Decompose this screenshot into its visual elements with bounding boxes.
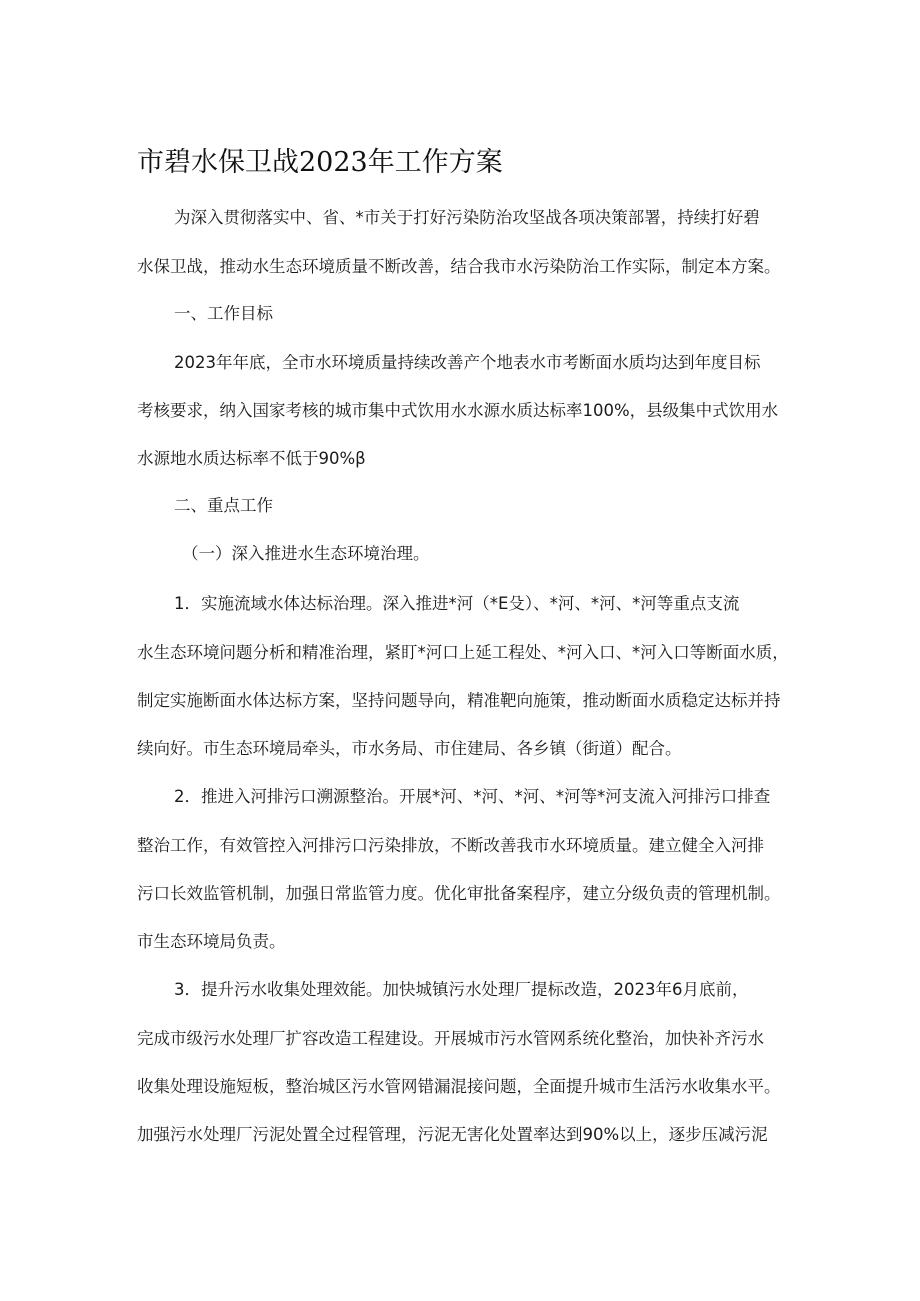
paragraph-line: 污口长效监管机制，加强日常监管力度。优化审批备案程序，建立分级负责的管理机制。 [137, 884, 781, 903]
paragraph-line: 2．推进入河排污口溯源整治。开展*河、*河、*河、*河等*河支流入河排污口排查 [174, 787, 771, 806]
paragraph-line: 完成市级污水处理厂扩容改造工程建设。开展城市污水管网系统化整治，加快补齐污水 [137, 1029, 764, 1048]
document-title: 市碧水保卫战2023年工作方案 [137, 147, 503, 178]
paragraph-line: 收集处理设施短板，整治城区污水管网错漏混接问题，全面提升城市生活污水收集水平。 [137, 1077, 781, 1096]
paragraph-line: 3．提升污水收集处理效能。加快城镇污水处理厂提标改造，2023年6月底前， [174, 980, 749, 999]
paragraph-line: 整治工作，有效管控入河排污口污染排放，不断改善我市水环境质量。建立健全入河排 [137, 836, 764, 855]
paragraph-line: 水源地水质达标率不低于90%β [137, 449, 366, 468]
paragraph-line: 续向好。市生态环境局牵头，市水务局、市住建局、各乡镇（街道）配合。 [137, 739, 682, 758]
paragraph-line: 制定实施断面水体达标方案，坚持问题导向，精准靶向施策，推动断面水质稳定达标并持 [137, 691, 781, 710]
paragraph-line: 市生态环境局负责。 [137, 932, 286, 951]
subsection-heading: （一）深入推进水生态环境治理。 [182, 544, 430, 563]
paragraph-line: 1．实施流域水体达标治理。深入推进*河（*E殳）、*河、*河、*河等重点支流 [174, 594, 740, 613]
paragraph-line: 水保卫战，推动水生态环境质量不断改善，结合我市水污染防治工作实际，制定本方案。 [137, 257, 781, 276]
paragraph-line: 加强污水处理厂污泥处置全过程管理，污泥无害化处置率达到90%以上，逐步压减污泥 [137, 1125, 768, 1144]
paragraph-line: 为深入贯彻落实中、省、*市关于打好污染防治攻坚战各项决策部署，持续打好碧 [174, 208, 760, 227]
paragraph-line: 考核要求，纳入国家考核的城市集中式饮用水水源水质达标率100%，县级集中式饮用水 [137, 401, 779, 420]
section-heading-key-work: 二、重点工作 [174, 496, 273, 515]
section-heading-goals: 一、工作目标 [174, 304, 273, 323]
paragraph-line: 2023年年底，全市水环境质量持续改善产个地表水市考断面水质均达到年度目标 [174, 353, 761, 372]
paragraph-line: 水生态环境问题分析和精准治理，紧盯*河口上延工程处、*河入口、*河入口等断面水质， [137, 643, 789, 662]
